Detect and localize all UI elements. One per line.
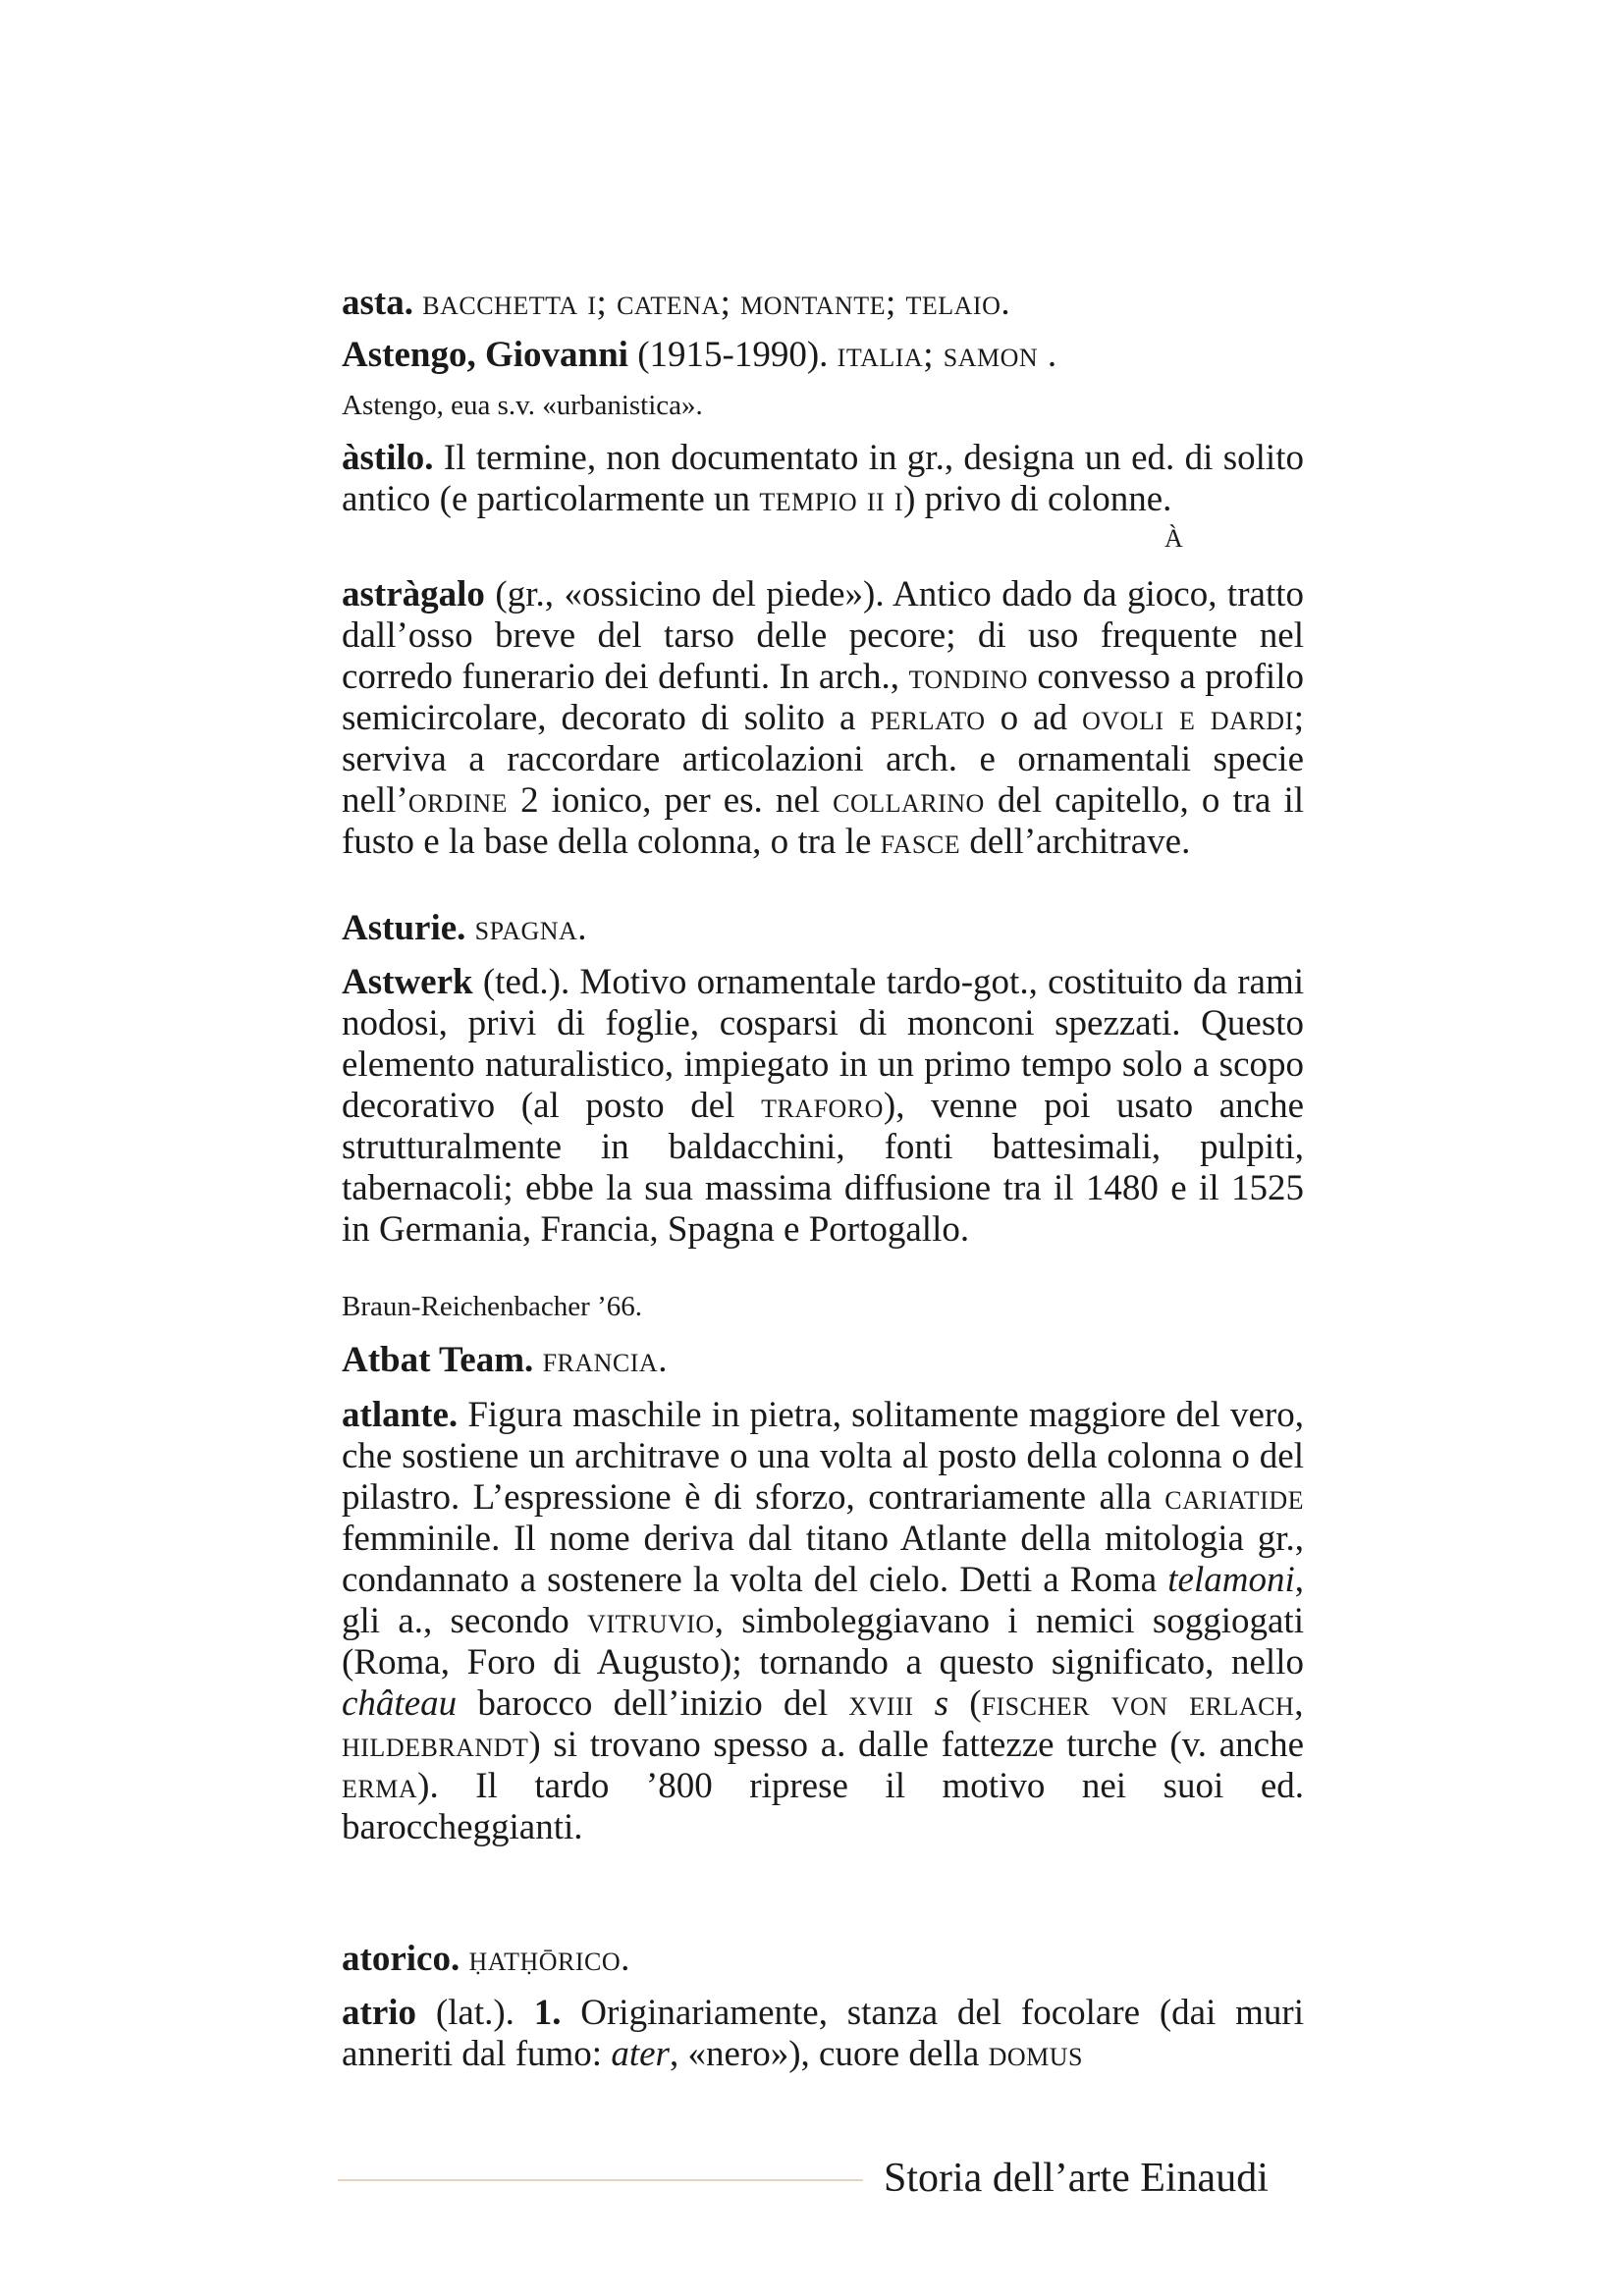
cross-reference: spagna.	[474, 908, 588, 948]
cross-reference: italia; samon .	[837, 335, 1057, 375]
definition-text: , «nero»), cuore della	[669, 2034, 980, 2074]
definition-text: del capitello, o tra il fusto e la base della colonna, o tra le	[342, 780, 1305, 862]
dictionary-page	[342, 0, 1304, 2296]
definition-text: Originariamente, stanza del focolare (dai muri anneriti dal fumo:	[342, 1993, 1305, 2074]
definition-text: (lat.).	[435, 1993, 514, 2033]
definition-text: (	[969, 1683, 982, 1724]
headword: atorico.	[342, 1939, 460, 1979]
dates: (1915-1990).	[637, 335, 829, 375]
headword: Asturie.	[342, 908, 466, 948]
cross-reference: domus	[988, 2034, 1084, 2074]
cross-reference: ḥatḥōrico.	[468, 1939, 630, 1979]
definition-text: dell’architrave.	[969, 822, 1191, 862]
entry-atlante	[342, 1395, 1304, 1848]
definition-text: o ad	[1000, 698, 1068, 738]
headword: àstilo.	[342, 438, 434, 478]
entry-asturie	[342, 908, 1304, 949]
entry-astilo	[342, 438, 1304, 520]
italic-term: telamoni	[1167, 1560, 1295, 1600]
cross-reference: tempio ii i	[759, 479, 904, 519]
entry-atbat	[342, 1340, 1304, 1381]
definition-text: 2 ionico, per es. nel	[520, 780, 821, 821]
entry-astengo	[342, 335, 1304, 376]
cross-reference: ovoli e dardi	[1082, 698, 1294, 738]
definition-text: Il termine, non documentato in gr., designa un ed. di solito antico (e particolarmente un	[342, 438, 1304, 519]
entry-asta	[342, 283, 1304, 324]
headword: atrio	[342, 1993, 417, 2033]
italic-term: s	[934, 1683, 949, 1724]
cross-reference: traforo	[761, 1086, 884, 1126]
headword: Astengo, Giovanni	[342, 335, 628, 375]
definition-text: , gli a., secondo	[342, 1560, 1305, 1641]
footer-publisher: Storia dell’arte Einaudi	[884, 2156, 1269, 2201]
definition-text: barocco dell’inizio del	[477, 1683, 829, 1724]
cross-reference: xviii	[848, 1683, 914, 1724]
definition-text: ). Il tardo ’800 riprese il motivo nei suoi ed. baroccheggianti.	[342, 1766, 1304, 1847]
cross-reference: cariatide	[1164, 1477, 1304, 1518]
definition-text: femminile. Il nome deriva dal titano Atlante della mitologia gr., condannato a sostenere la volta del cielo. Detti a Roma	[342, 1519, 1304, 1600]
definition-text: ) privo di colonne.	[903, 479, 1172, 519]
cross-reference: ordine	[407, 780, 509, 821]
cross-reference: fischer von erlach, hildebrandt	[342, 1683, 1304, 1765]
footer-rule	[338, 2179, 863, 2181]
entry-astwerk	[342, 962, 1304, 1251]
definition-text: (ted.). Motivo ornamentale tardo-got., costituito da rami nodosi, privi di foglie, cosparsi di monconi spezzati. Questo elemento naturalistico, impiegato in un primo tempo solo a scopo decorativo (al posto del	[342, 962, 1305, 1126]
headword: atlante.	[342, 1395, 459, 1435]
definition-text: , simboleggiavano i nemici soggiogati (Roma, Foro di Augusto); tornando a questo significato, nello	[342, 1601, 1304, 1682]
definition-text: (gr., «ossicino del piede»). Antico dado da gioco, tratto dall’osso breve del tarso delle pecore; di uso frequente nel corredo funerario dei defunti. In arch.,	[342, 574, 1305, 697]
definition-text: ) si trovano spesso a. dalle fattezze turche (v. anche	[528, 1725, 1304, 1765]
cross-reference: vitruvio	[587, 1601, 715, 1641]
sense-number: 1.	[533, 1993, 562, 2033]
cross-reference: bacchetta i; catena; montante; telaio.	[422, 283, 1011, 323]
headword: Atbat Team.	[342, 1340, 534, 1380]
cross-reference: fasce	[880, 822, 961, 862]
headword: asta.	[342, 283, 413, 323]
entry-astragalo	[342, 574, 1304, 863]
definition-text: convesso a profilo semicircolare, decorato di solito a	[342, 657, 1304, 738]
cross-reference: erma	[342, 1766, 418, 1806]
definition-text: ; serviva a raccordare articolazioni arch. e ornamentali specie nell’	[342, 698, 1305, 821]
definition-text: ), venne poi usato anche strutturalmente in baldacchini, fonti battesimali, pulpiti, tabernacoli; ebbe la sua massima diffusione tra il 1480 e il 1525 in Germania, Francia, Spagna e Portogallo.	[342, 1086, 1304, 1250]
bibliography-astengo: Astengo, eua s.v. «urbanistica».	[342, 390, 703, 421]
cross-reference: francia.	[542, 1340, 668, 1380]
headword: Astwerk	[342, 962, 473, 1002]
bibliography-astwerk: Braun-Reichenbacher ’66.	[342, 1291, 642, 1322]
entry-atorico	[342, 1939, 1304, 1980]
cross-reference: tondino	[908, 657, 1028, 697]
italic-term: château	[342, 1683, 458, 1724]
headword: astràgalo	[342, 574, 485, 614]
definition-text: Figura maschile in pietra, solitamente maggiore del vero, che sostiene un architrave o una volta al posto della colonna o del pilastro. L’espressione è di sforzo, contrariamente alla	[342, 1395, 1304, 1518]
cross-reference: perlato	[870, 698, 986, 738]
entry-atrio	[342, 1993, 1304, 2075]
cross-reference: collarino	[833, 780, 985, 821]
mark-symbol: À	[1164, 524, 1183, 553]
italic-term: ater	[611, 2034, 670, 2074]
